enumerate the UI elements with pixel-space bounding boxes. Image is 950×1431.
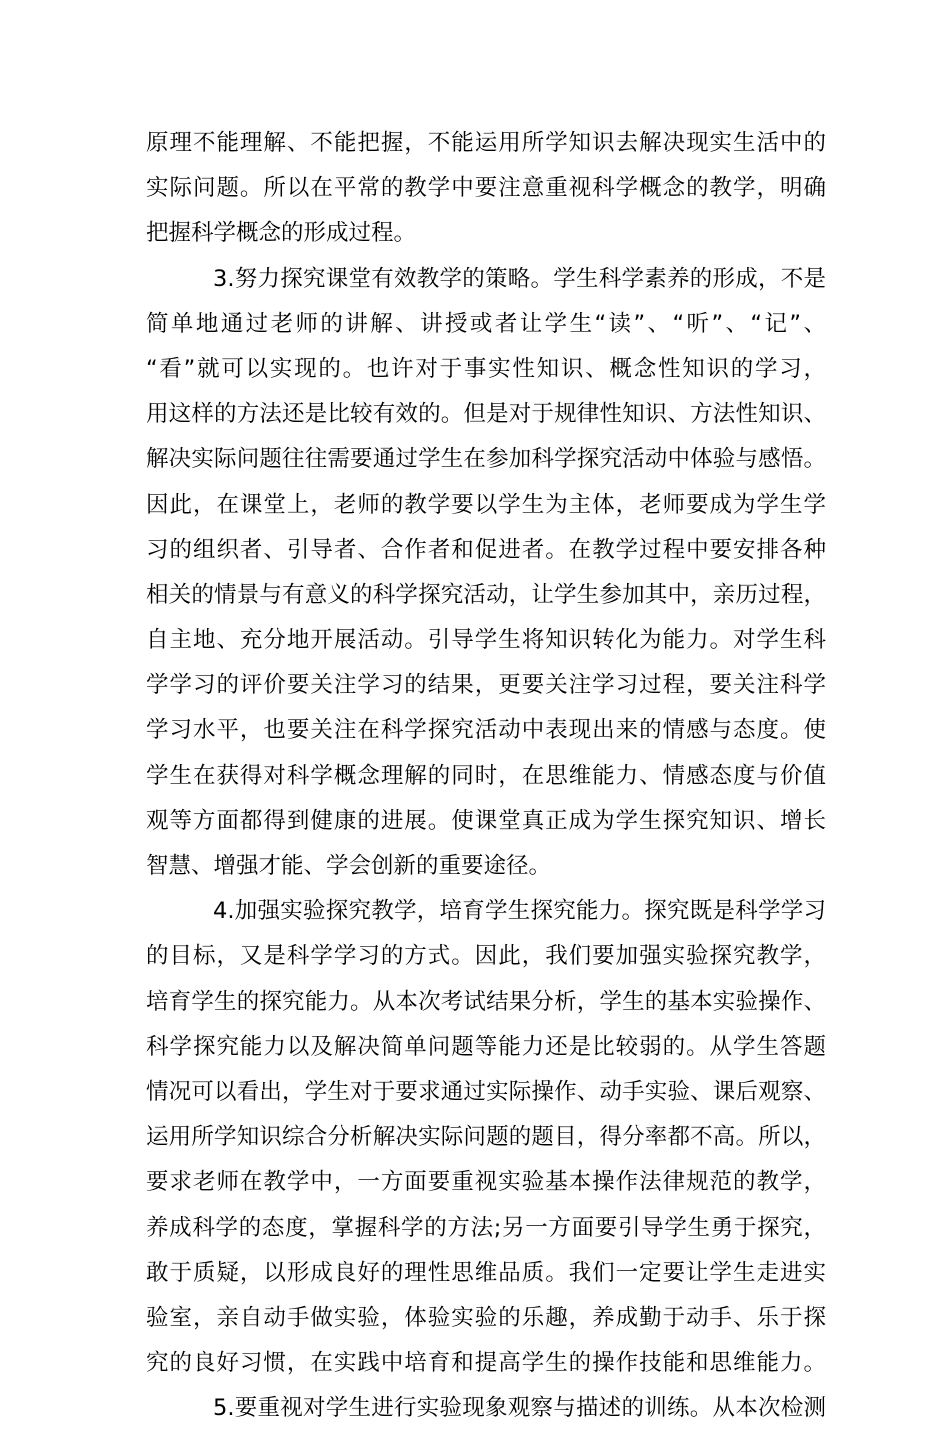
text-line: 实际问题。所以在平常的教学中要注意重视科学概念的教学，明确: [146, 175, 826, 202]
text-line: 的目标，又是科学学习的方式。因此，我们要加强实验探究教学，: [146, 943, 826, 970]
body-text: [146, 121, 826, 1431]
text-line: 养成科学的态度，掌握科学的方法;另一方面要引导学生勇于探究，: [146, 1214, 826, 1241]
text-line: 简单地通过老师的讲解、讲授或者让学生“读”、“听”、“记”、: [146, 310, 826, 337]
text-line: 学生在获得对科学概念理解的同时，在思维能力、情感态度与价值: [146, 762, 826, 789]
text-line: 学学习的评价要关注学习的结果，更要关注学习过程，要关注科学: [146, 672, 826, 699]
text-line: 培育学生的探究能力。从本次考试结果分析，学生的基本实验操作、: [146, 988, 826, 1015]
text-line: 相关的情景与有意义的科学探究活动，让学生参加其中，亲历过程，: [146, 581, 826, 608]
text-line: 究的良好习惯，在实践中培育和提高学生的操作技能和思维能力。: [146, 1350, 826, 1377]
text-line: 智慧、增强才能、学会创新的重要途径。: [146, 853, 552, 879]
text-line: 自主地、充分地开展活动。引导学生将知识转化为能力。对学生科: [146, 627, 826, 654]
paragraph-first-line: 5.要重视对学生进行实验现象观察与描述的训练。从本次检测: [213, 1395, 826, 1422]
text-line: 学习水平，也要关注在科学探究活动中表现出来的情感与态度。使: [146, 717, 826, 744]
text-line: 因此，在课堂上，老师的教学要以学生为主体，老师要成为学生学: [146, 491, 826, 518]
text-line: 情况可以看出，学生对于要求通过实际操作、动手实验、课后观察、: [146, 1078, 826, 1105]
text-line: “看”就可以实现的。也许对于事实性知识、概念性知识的学习，: [146, 355, 826, 382]
paragraph-first-line: 4.加强实验探究教学，培育学生探究能力。探究既是科学学习: [213, 898, 826, 925]
text-line: 把握科学概念的形成过程。: [146, 220, 417, 247]
text-line: 解决实际问题往往需要通过学生在参加科学探究活动中体验与感悟。: [146, 446, 826, 473]
text-line: 观等方面都得到健康的进展。使课堂真正成为学生探究知识、增长: [146, 807, 826, 834]
text-line: 运用所学知识综合分析解决实际问题的题目，得分率都不高。所以，: [146, 1124, 826, 1151]
paragraph-first-line: 3.努力探究课堂有效教学的策略。学生科学素养的形成，不是: [213, 265, 826, 292]
text-line: 敢于质疑，以形成良好的理性思维品质。我们一定要让学生走进实: [146, 1259, 826, 1286]
text-line: 用这样的方法还是比较有效的。但是对于规律性知识、方法性知识、: [146, 401, 826, 428]
text-line: 习的组织者、引导者、合作者和促进者。在教学过程中要安排各种: [146, 536, 826, 563]
text-line: 验室，亲自动手做实验，体验实验的乐趣，养成勤于动手、乐于探: [146, 1304, 826, 1331]
text-line: 要求老师在教学中，一方面要重视实验基本操作法律规范的教学，: [146, 1169, 826, 1196]
text-line: 科学探究能力以及解决简单问题等能力还是比较弱的。从学生答题: [146, 1033, 826, 1060]
text-line: 原理不能理解、不能把握，不能运用所学知识去解决现实生活中的: [146, 130, 826, 156]
